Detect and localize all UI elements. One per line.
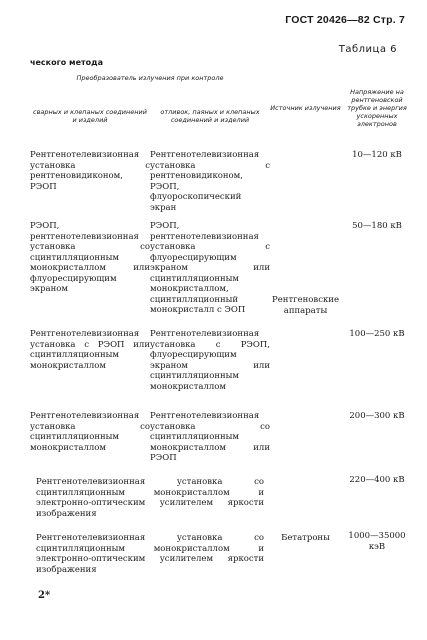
table-row	[30, 521, 413, 577]
header-row-1	[30, 70, 413, 86]
row1-voltage: 10—120 кВ	[352, 150, 402, 160]
table-row	[30, 146, 413, 213]
table-row	[30, 465, 413, 521]
row4-col2: Рентгенотелевизионная установка со сцинтилляционным монокристаллом или РЭОП	[150, 411, 270, 463]
row3-col1: Рентгенотелевизионная установка с РЭОП или сцинтилляционным монокристаллом	[30, 329, 150, 371]
radiation-source-xray: Рентгеновские аппараты	[272, 295, 339, 316]
data-table	[30, 70, 413, 577]
row6-converter: Рентгенотелевизионная установка со сцинтилляционным монокристаллом и электронно-оптическим усилителем яркости изображения	[36, 533, 264, 575]
col1-header: сварных и клепаных соединений и изделий	[33, 108, 147, 124]
row5-converter: Рентгенотелевизионная установка со сцинтилляционным монокристаллом и электронно-оптическим усилителем яркости изображения	[36, 477, 264, 519]
row5-voltage: 220—400 кВ	[349, 475, 405, 485]
row6-source: Бетатроны	[281, 533, 330, 543]
row2-voltage: 50—180 кВ	[352, 221, 402, 231]
page-mark: 2*	[38, 590, 51, 601]
row3-col2: Рентгенотелевизионная установка с РЭОП, флуоресцирующим экраном или сцинтилляционным монокристаллом	[150, 329, 270, 392]
table-caption: Таблица 6	[338, 44, 397, 55]
table-row	[30, 323, 413, 399]
col2-header: отливок, паяных и клепаных соединений и изделий	[160, 108, 260, 124]
row2-col1: РЭОП, рентгенотелевизионная установка со сцинтилляционным монокристаллом или флуоресцирующим экраном	[30, 221, 150, 294]
row4-voltage: 200—300 кВ	[349, 411, 405, 421]
row4-col1: Рентгенотелевизионная установка со сцинтилляционным монокристаллом	[30, 411, 150, 453]
row1-col2: Рентгенотелевизионная установка с рентгеновидиконом, РЭОП, флуороскопический экран	[150, 150, 270, 213]
header-group: Преобразователь излучения при контроле	[76, 74, 224, 82]
row5-source	[270, 465, 341, 521]
row1-col1: Рентгенотелевизионная установка с рентгеновидиконом, РЭОП	[30, 150, 150, 192]
section-title: ческого метода	[30, 58, 104, 67]
row6-voltage: 1000—35000 кэВ	[348, 531, 406, 552]
table-row	[30, 213, 413, 323]
table-row	[30, 399, 413, 465]
col3-header: Источник излучения	[270, 104, 341, 112]
col4-header: Напряжение на рентгеновской трубке и энергия ускоренных электронов	[347, 88, 407, 128]
document-reference: ГОСТ 20426—82 Стр. 7	[285, 14, 405, 26]
row2-col2: РЭОП, рентгенотелевизионная установка с флуоресцирующим экраном или сцинтилляционным монокристаллом, сцинтилляционный монокристалл с ЭОП	[150, 221, 270, 315]
row3-voltage: 100—250 кВ	[349, 329, 405, 339]
